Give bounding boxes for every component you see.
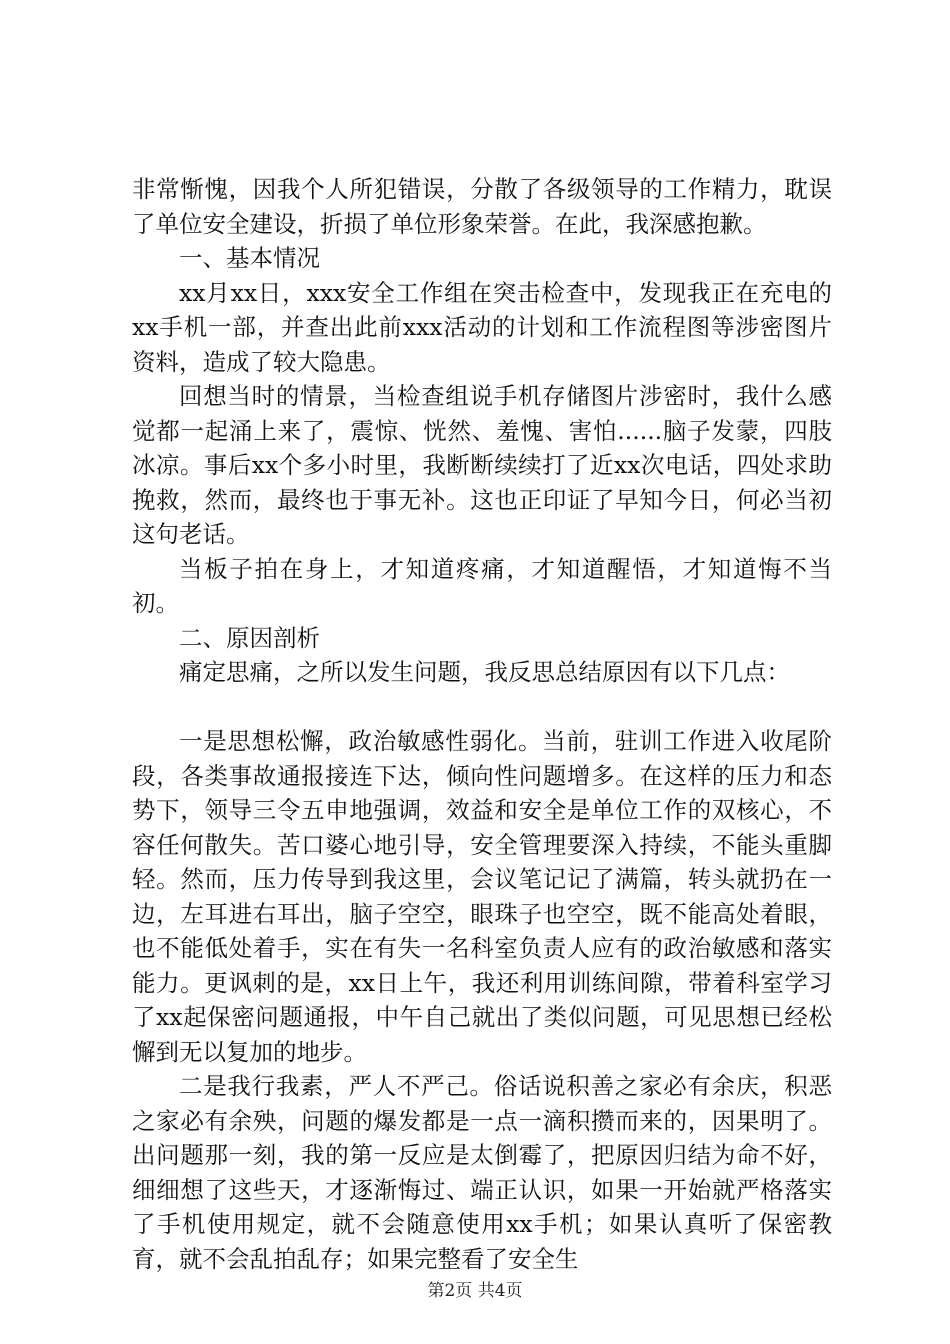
paragraph-cause-one: 一是思想松懈，政治敏感性弱化。当前，驻训工作进入收尾阶段，各类事故通报接连下达，倾向性问题增多。在这样的压力和态势下，领导三令五申地强调，效益和安全是单位工作的双核心，不容任何散失。苦口婆心地引导，安全管理要深入持续，不能头重脚轻。然而，压力传导到我这里，会议笔记记了满篇，转头就扔在一边，左耳进右耳出，脑子空空，眼珠子也空空，既不能高处着眼，也不能低处着手，实在有失一名科室负责人应有的政治敏感和落实能力。更讽刺的是，xx日上午，我还利用训练间隙，带着科室学习了xx起保密问题通报，中午自己就出了类似问题，可见思想已经松懈到无以复加的地步。	[132, 727, 832, 1066]
document-body	[132, 172, 832, 1276]
page-number-footer: 第2页 共4页	[427, 1281, 523, 1301]
paragraph-apology: 非常惭愧，因我个人所犯错误，分散了各级领导的工作精力，耽误了单位安全建设，折损了单位形象荣誉。在此，我深感抱歉。	[132, 175, 832, 238]
paragraph-cause-two: 二是我行我素，严人不严己。俗话说积善之家必有余庆，积恶之家必有余殃，问题的爆发都是一点一滴积攒而来的，因果明了。出问题那一刻，我的第一反应是太倒霉了，把原因归结为命不好，细细想了这些天，才逐渐悔过、端正认识，如果一开始就严格落实了手机使用规定，就不会随意使用xx手机；如果认真听了保密教育，就不会乱拍乱存；如果完整看了安全生	[132, 1072, 832, 1273]
paragraph-regret: 当板子拍在身上，才知道疼痛，才知道醒悟，才知道悔不当初。	[132, 554, 832, 617]
paragraph-incident: xx月xx日，xxx安全工作组在突击检查中，发现我正在充电的xx手机一部，并查出此前xxx活动的计划和工作流程图等涉密图片资料，造成了较大隐患。	[132, 278, 832, 376]
section-heading-basic-situation: 一、基本情况	[179, 244, 320, 272]
paragraph-recollection: 回想当时的情景，当检查组说手机存储图片涉密时，我什么感觉都一起涌上来了，震惊、恍然、羞愧、害怕......脑子发蒙，四肢冰凉。事后xx个多小时里，我断断续续打了近xx次电话，四处求助挽救，然而，最终也于事无补。这也正印证了早知今日，何必当初这句老话。	[132, 382, 832, 548]
paragraph-reflection-intro: 痛定思痛，之所以发生问题，我反思总结原因有以下几点：	[179, 658, 790, 686]
paragraph-spacer	[132, 690, 832, 725]
section-heading-cause-analysis: 二、原因剖析	[179, 623, 320, 652]
